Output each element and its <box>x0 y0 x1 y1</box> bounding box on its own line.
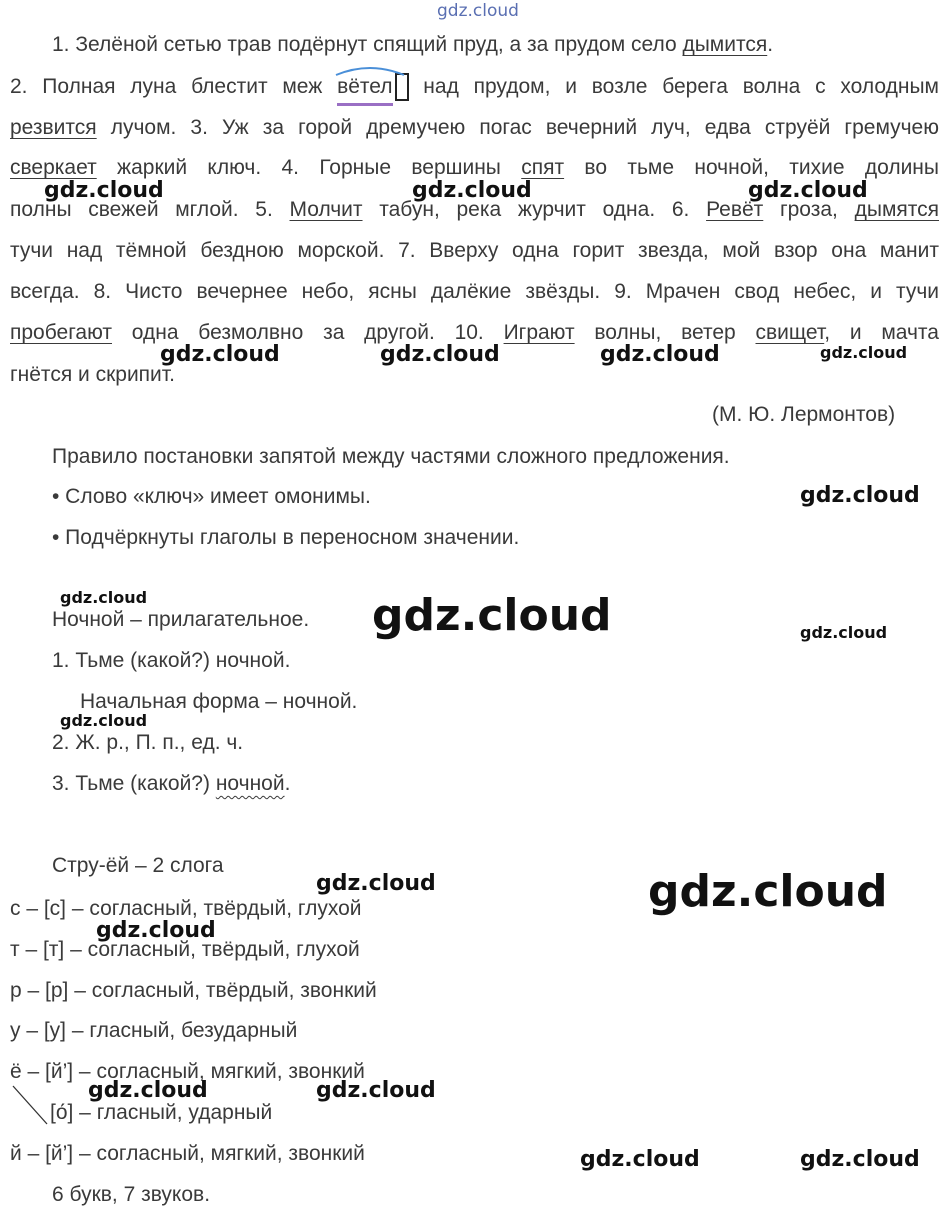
text: табун, река журчит одна. 6. <box>362 198 707 221</box>
watermark: gdz.cloud <box>800 623 888 642</box>
watermark: gdz.cloud <box>800 483 920 508</box>
letter-link-line-icon <box>11 1084 51 1128</box>
note-homonyms: • Слово «ключ» имеет омонимы. <box>52 485 371 508</box>
watermark: gdz.cloud <box>160 342 280 367</box>
poem-line-9: гнётся и скрипит. <box>10 363 175 386</box>
phonetic-row-y: й – [й’] – согласный, мягкий, звонкий <box>10 1142 365 1165</box>
underlined-verb: свищет <box>755 321 825 344</box>
watermark: gdz.cloud <box>60 588 148 607</box>
phonetic-summary: 6 букв, 7 звуков. <box>52 1183 211 1206</box>
text: , и мачта <box>824 321 939 344</box>
watermark: gdz.cloud <box>600 342 720 367</box>
poem-line-1 <box>52 32 773 58</box>
watermark: gdz.cloud <box>580 1147 700 1172</box>
watermark: gdz.cloud <box>412 178 532 203</box>
poem-line-6: тучи над тёмной бездною морской. 7. Вверху одна горит звезда, мой взор она манит <box>10 239 939 262</box>
text: гроза, <box>763 198 855 221</box>
morph-item-3 <box>52 771 290 797</box>
phonetic-heading: Стру-ёй – 2 слога <box>52 854 224 877</box>
underlined-verb: резвится <box>10 116 97 139</box>
text: 1. Зелёной сетью трав подёрнут спящий пруд, а за прудом село <box>52 33 683 56</box>
word-root-mark <box>337 74 392 100</box>
morph-heading: Ночной – прилагательное. <box>52 608 310 631</box>
watermark: gdz.cloud <box>60 711 148 730</box>
watermark: gdz.cloud <box>820 343 908 362</box>
note-figurative-verbs: • Подчёркнуты глаголы в переносном значении. <box>52 526 520 549</box>
watermark: gdz.cloud <box>88 1078 208 1103</box>
root-arc-icon <box>333 62 407 76</box>
poem-line-2 <box>10 73 939 101</box>
watermark: gdz.cloud <box>44 178 164 203</box>
watermark: gdz.cloud <box>316 871 436 896</box>
watermark: gdz.cloud <box>800 1147 920 1172</box>
note-rule: Правило постановки запятой между частями сложного предложения. <box>52 445 730 468</box>
text: . <box>284 772 291 795</box>
morph-initial-form: Начальная форма – ночной. <box>80 690 358 713</box>
ending-box-icon <box>395 73 409 101</box>
watermark: gdz.cloud <box>380 342 500 367</box>
underlined-verb: дымится <box>682 33 768 56</box>
watermark: gdz.cloud <box>748 178 868 203</box>
poem-line-7: всегда. 8. Чисто вечернее небо, ясны далёкие звёзды. 9. Мрачен свод небес, и тучи <box>10 280 939 303</box>
root-word: вётел <box>337 75 393 98</box>
text: над прудом, и возле берега волна с холодным <box>408 75 939 98</box>
morph-item-1: 1. Тьме (какой?) ночной. <box>52 649 291 672</box>
underlined-verb: пробегают <box>10 321 112 344</box>
underlined-verb: дымятся <box>854 198 940 221</box>
underlined-verb: Молчит <box>289 198 363 221</box>
watermark-large: gdz.cloud <box>648 866 888 917</box>
poem-author: (М. Ю. Лермонтов) <box>712 403 896 426</box>
poem-line-3 <box>10 115 939 141</box>
underlined-verb: спят <box>521 156 565 179</box>
phonetic-row-t: т – [т] – согласный, твёрдый, глухой <box>10 938 360 961</box>
text: 3. Тьме (какой?) <box>52 772 216 795</box>
text: лучом. 3. Уж за горой дремучею погас вечерний луч, едва струёй гремучею <box>96 116 939 139</box>
text: . <box>767 33 774 56</box>
text: во тьме ночной, тихие долины <box>564 156 939 179</box>
morph-item-2: 2. Ж. р., П. п., ед. ч. <box>52 731 244 754</box>
phonetic-row-u: у – [у] – гласный, безударный <box>10 1019 298 1042</box>
suffix-bar <box>337 103 392 106</box>
phonetic-row-s: с – [с] – согласный, твёрдый, глухой <box>10 897 362 920</box>
text: 2. Полная луна блестит меж <box>10 75 338 98</box>
phonetic-row-r: р – [р] – согласный, твёрдый, звонкий <box>10 979 377 1002</box>
underlined-verb: Играют <box>503 321 575 344</box>
text: жаркий ключ. 4. Горные вершины <box>96 156 522 179</box>
text: полны свежей мглой. 5. <box>10 198 290 221</box>
phonetic-row-yo-2: [о́] – гласный, ударный <box>50 1101 273 1124</box>
underlined-verb: сверкает <box>10 156 97 179</box>
watermark: gdz.cloud <box>96 918 216 943</box>
watermark-top: gdz.cloud <box>437 1 519 21</box>
watermark-large: gdz.cloud <box>372 590 612 641</box>
wavy-underlined-word: ночной <box>215 772 285 795</box>
text: волны, ветер <box>574 321 756 344</box>
text: одна безмолвно за другой. 10. <box>112 321 504 344</box>
underlined-verb: Ревёт <box>706 198 764 221</box>
watermark: gdz.cloud <box>316 1078 436 1103</box>
phonetic-row-yo-1: ё – [й’] – согласный, мягкий, звонкий <box>10 1060 365 1083</box>
